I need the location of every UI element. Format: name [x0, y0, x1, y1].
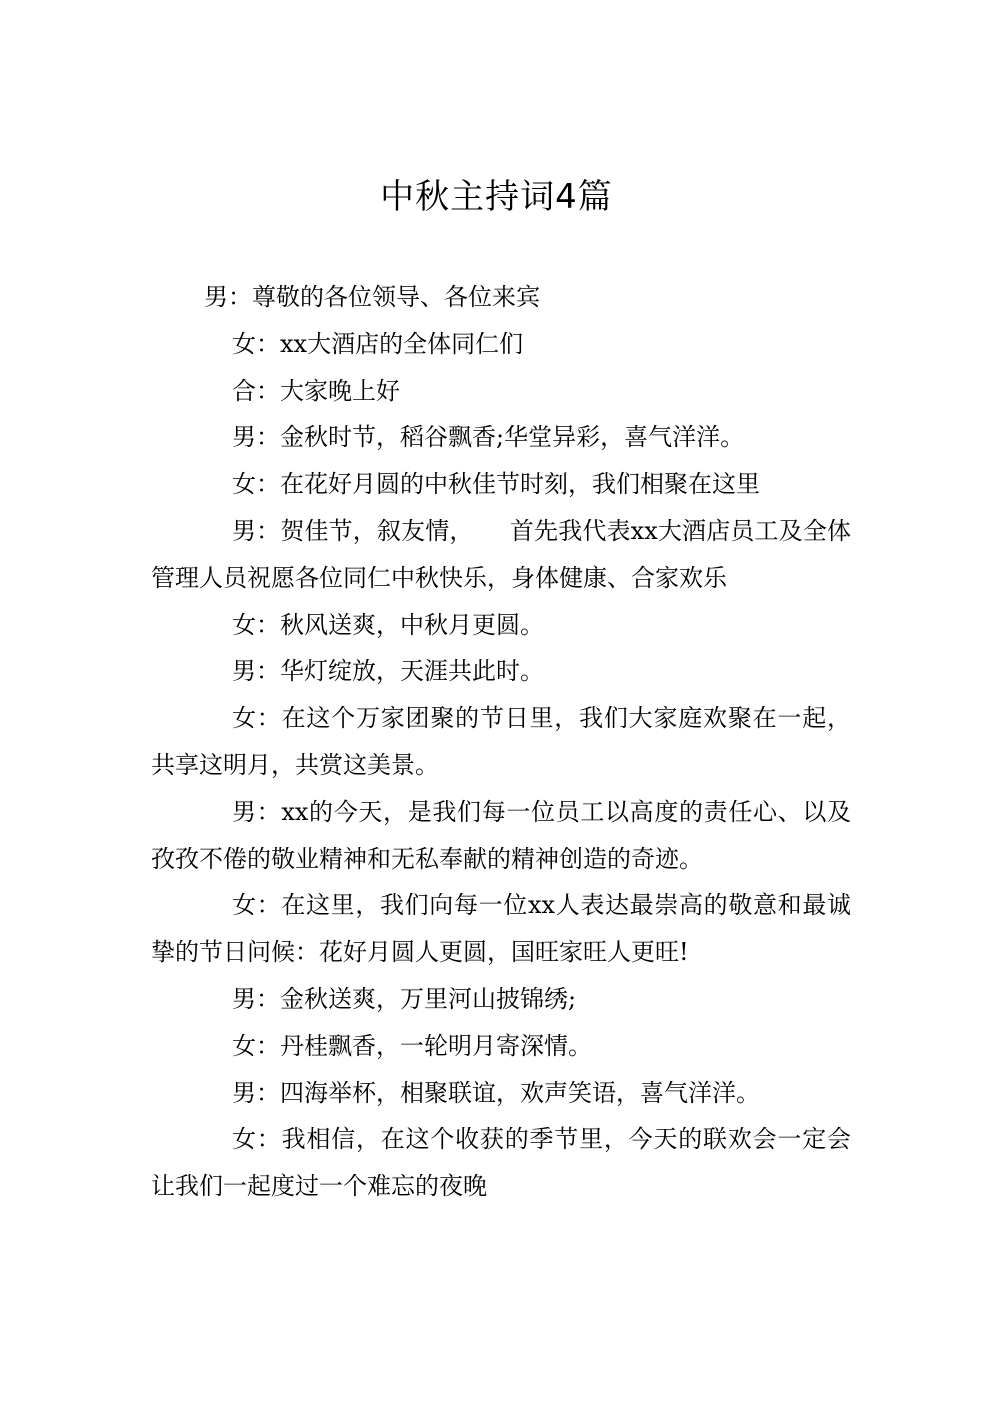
- paragraph-8: 男：华灯绽放，天涯共此时。: [232, 657, 544, 686]
- paragraph-6: 男：贺佳节，叙友情， 首先我代表xx大酒店员工及全体管理人员祝愿各位同仁中秋快乐，身体健康、合家欢乐: [151, 516, 851, 592]
- paragraph-9: 女：在这个万家团聚的节日里，我们大家庭欢聚在一起，共享这明月，共赏这美景。: [151, 704, 851, 779]
- paragraph-1: 男：尊敬的各位领导、各位来宾: [204, 283, 540, 311]
- paragraph-5: 女：在花好月圆的中秋佳节时刻，我们相聚在这里: [232, 470, 760, 499]
- paragraph-11: 女：在这里，我们向每一位xx人表达最崇高的敬意和最诚挚的节日问候：花好月圆人更圆，国旺家旺人更旺!: [151, 891, 851, 967]
- document-body: [151, 274, 851, 1210]
- paragraph-14: 男：四海举杯，相聚联谊，欢声笑语，喜气洋洋。: [232, 1078, 760, 1107]
- document-title: 中秋主持词4篇: [380, 177, 613, 217]
- paragraph-7: 女：秋风送爽，中秋月更圆。: [232, 610, 544, 639]
- paragraph-10: 男：xx的今天，是我们每一位员工以高度的责任心、以及孜孜不倦的敬业精神和无私奉献的精神创造的奇迹。: [151, 797, 851, 873]
- paragraph-13: 女：丹桂飘香，一轮明月寄深情。: [232, 1031, 592, 1060]
- paragraph-12: 男：金秋送爽，万里河山披锦绣;: [232, 984, 577, 1013]
- paragraph-15: 女：我相信，在这个收获的季节里，今天的联欢会一定会让我们一起度过一个难忘的夜晚: [151, 1125, 851, 1201]
- paragraph-2: 女：xx大酒店的全体同仁们: [232, 329, 524, 358]
- paragraph-4: 男：金秋时节，稻谷飘香;华堂异彩，喜气洋洋。: [232, 423, 745, 452]
- paragraph-3: 合：大家晚上好: [232, 376, 400, 405]
